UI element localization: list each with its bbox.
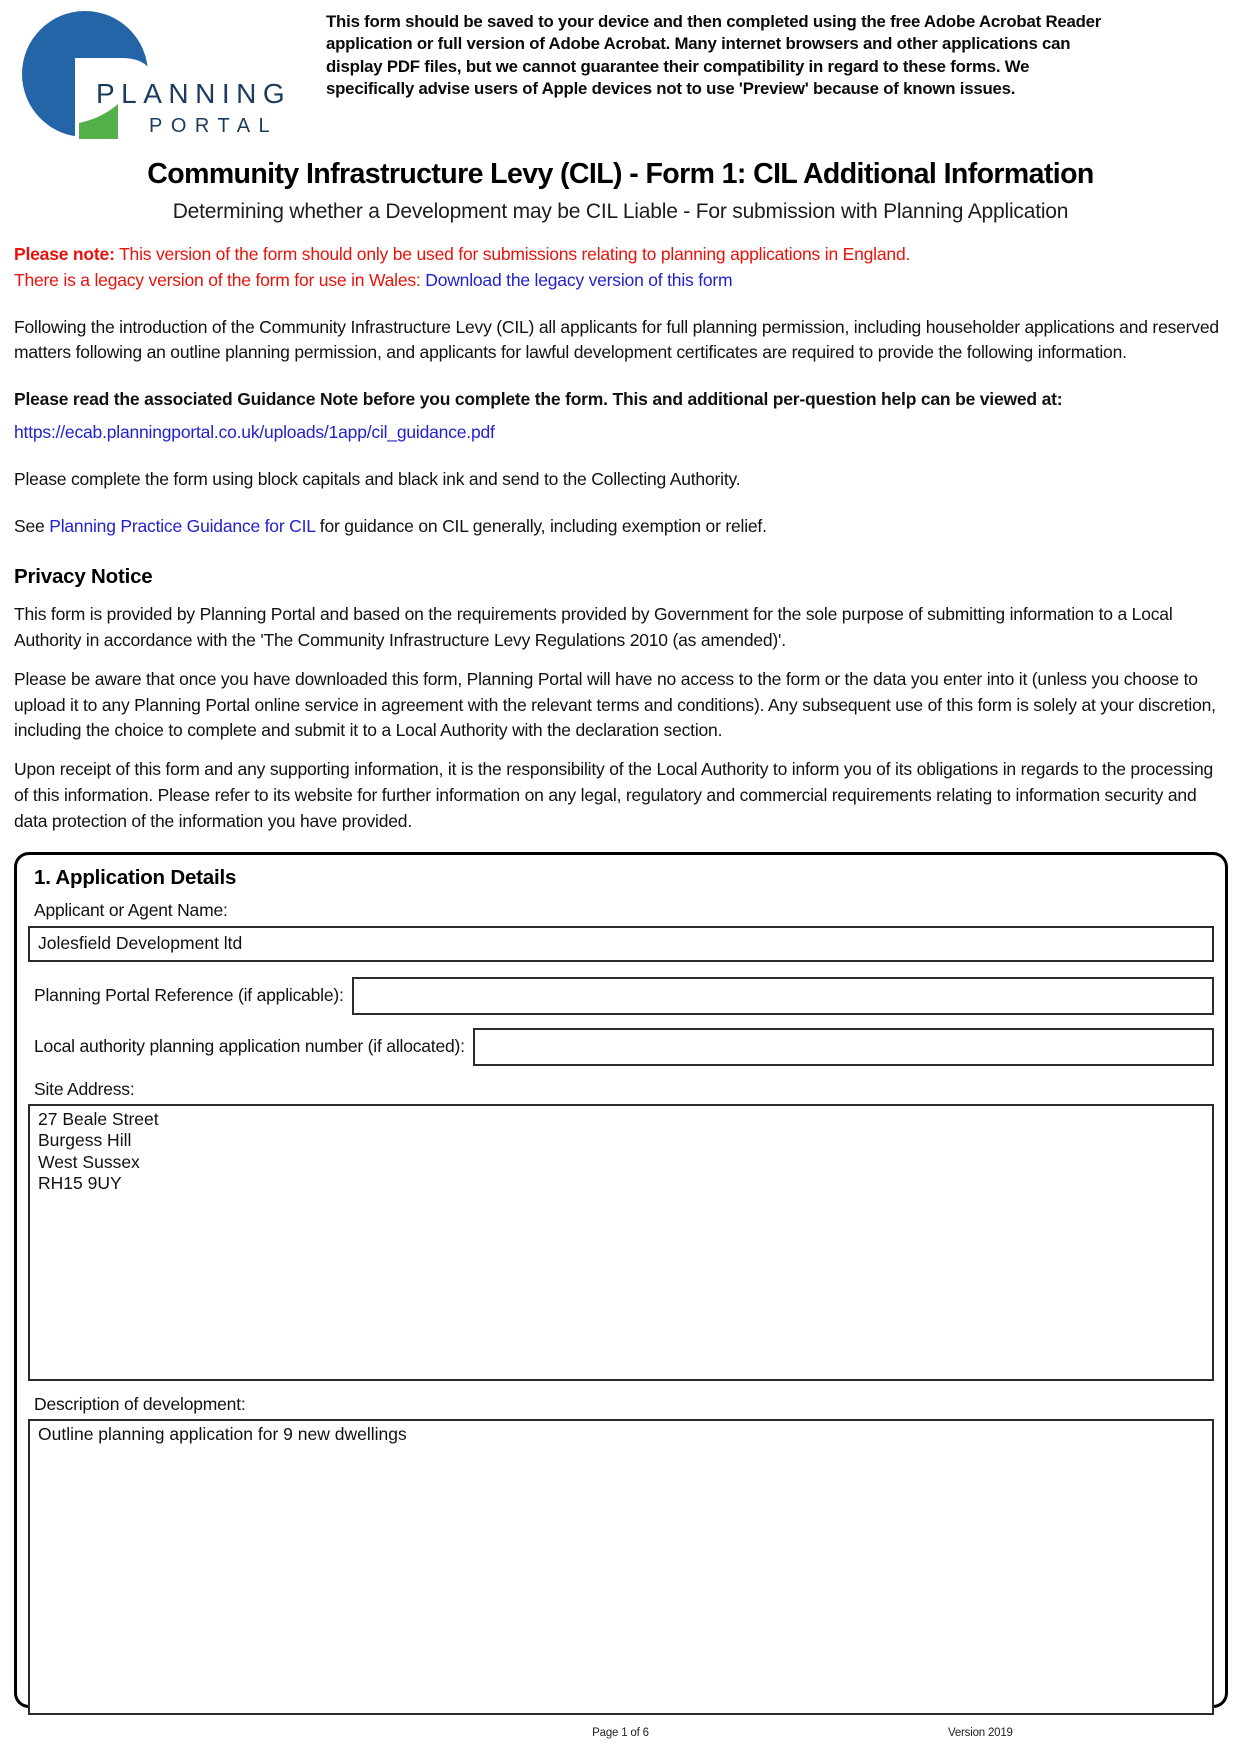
privacy-paragraph-1: This form is provided by Planning Portal and based on the requirements provided by Government for the sole purpose of submitting information to a Local Authority in accordance with the 'The Community Infrastructure Levy Regulations 2010 (as amended)'.	[14, 603, 1173, 650]
form-version: Version 2019	[948, 1727, 1013, 1739]
planning-portal-logo-icon	[12, 6, 314, 139]
privacy-notice-section	[14, 565, 1227, 835]
ppg-cil-link[interactable]: Planning Practice Guidance for CIL	[49, 515, 316, 536]
logo-text-portal: PORTAL	[149, 115, 279, 137]
cil-guidance-pdf-link[interactable]: https://ecab.planningportal.co.uk/uploads/1app/cil_guidance.pdf	[14, 422, 495, 443]
lpa-number-label: Local authority planning application number (if allocated):	[34, 1036, 465, 1057]
please-note-label: Please note:	[14, 244, 115, 264]
description-of-development-label: Description of development:	[34, 1393, 246, 1414]
block-capitals-paragraph: Please complete the form using block capitals and black ink and send to the Collecting Authority.	[14, 469, 741, 490]
form-title: Community Infrastructure Levy (CIL) - Form 1: CIL Additional Information	[147, 158, 1094, 190]
page-content	[0, 241, 1241, 835]
guidance-note-paragraph: Please read the associated Guidance Note before you complete the form. This and additional per-question help can be viewed at:	[14, 389, 1063, 410]
england-only-note	[14, 241, 1227, 294]
application-details-section	[14, 852, 1228, 1708]
site-address-textarea[interactable]	[28, 1104, 1214, 1381]
application-details-heading: 1. Application Details	[34, 865, 237, 889]
page-number: Page 1 of 6	[592, 1727, 649, 1739]
planning-portal-reference-label: Planning Portal Reference (if applicable):	[34, 985, 344, 1006]
privacy-paragraph-2: Please be aware that once you have downloaded this form, Planning Portal will have no access to the form or the data you enter into it (unless you choose to upload it to any Planning Portal online service in agreement with the relevant terms and conditions). Any subsequent use of this form is solely at your discretion, including the choice to complete and submit it to a Local Authority with the declaration section.	[14, 668, 1216, 741]
planning-portal-logo	[12, 6, 320, 144]
logo-text-planning: PLANNING	[96, 78, 292, 109]
privacy-paragraph-3: Upon receipt of this form and any supporting information, it is the responsibility of the Local Authority to inform you of its obligations in regards to the processing of this information. Please refer to its website for further information on any legal, regulatory and commercial requirements relating to information security and data protection of the information you have provided.	[14, 759, 1214, 832]
planning-portal-reference-row	[28, 977, 1214, 1015]
applicant-name-input[interactable]	[28, 926, 1214, 962]
cil-intro-paragraph: Following the introduction of the Community Infrastructure Levy (CIL) all applicants for full planning permission, including householder applications and reserved matters following an outline planning permission, and applicants for lawful development certificates are required to provide the following information.	[14, 316, 1219, 363]
site-address-label: Site Address:	[34, 1078, 135, 1099]
lpa-number-input[interactable]	[473, 1028, 1214, 1066]
ppg-suffix: for guidance on CIL generally, including exemption or relief.	[319, 515, 767, 536]
wales-legacy-text: There is a legacy version of the form for use in Wales:	[14, 270, 421, 291]
adobe-reader-notice: This form should be saved to your device and then completed using the free Adobe Acrobat Reader application or full version of Adobe Acrobat. Many internet browsers and other applications can display PDF files, but we cannot guarantee their compatibility in regard to these forms. We specifically advise users of Apple devices not to use 'Preview' because of known issues.	[326, 12, 1102, 98]
lpa-number-row	[28, 1028, 1214, 1066]
page-footer	[0, 1727, 1241, 1747]
page-header	[0, 0, 1241, 144]
ppg-paragraph	[14, 514, 1227, 540]
description-of-development-textarea[interactable]	[28, 1419, 1214, 1715]
legacy-form-link[interactable]: Download the legacy version of this form	[425, 270, 733, 291]
guidance-link-line	[14, 420, 1227, 446]
ppg-prefix: See	[14, 515, 45, 536]
applicant-name-label: Applicant or Agent Name:	[34, 899, 228, 920]
planning-portal-reference-input[interactable]	[352, 977, 1214, 1015]
privacy-notice-heading: Privacy Notice	[14, 564, 153, 588]
form-subtitle: Determining whether a Development may be CIL Liable - For submission with Planning Application	[172, 200, 1069, 223]
please-note-text: This version of the form should only be used for submissions relating to planning applications in England.	[119, 244, 911, 264]
